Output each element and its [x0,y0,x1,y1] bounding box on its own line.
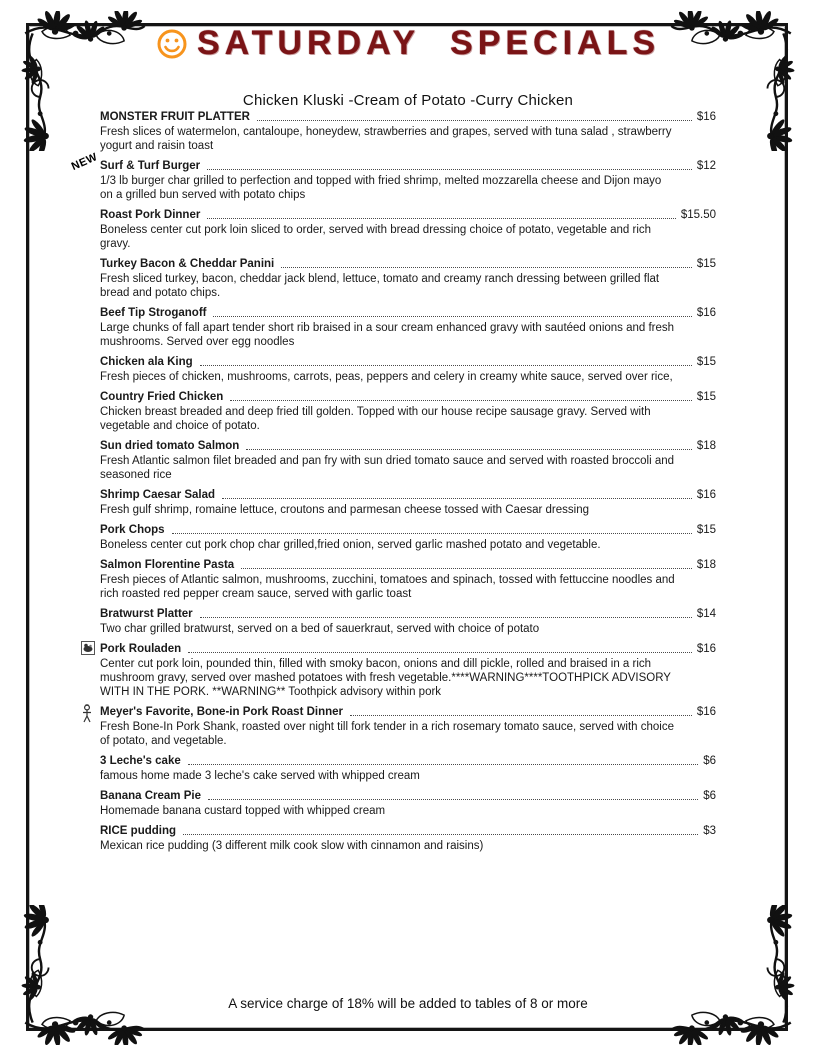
leader-dots [200,365,692,366]
item-description: famous home made 3 leche's cake served with whipped cream [100,770,420,782]
leader-dots [183,834,698,835]
item-name: Surf & Turf Burger [100,160,201,172]
menu-item [100,488,716,517]
item-price: $16 [696,706,716,718]
item-price: $15 [696,524,716,536]
item-description: Two char grilled bratwurst, served on a bed of sauerkraut, served with choice of potato [100,623,540,635]
menu-item [100,390,716,433]
leader-dots [241,568,692,569]
menu-item [100,523,716,552]
menu-item [100,208,716,251]
leader-dots [188,652,692,653]
item-description: Fresh pieces of Atlantic salmon, mushrooms, zucchini, tomatoes and spinach, tossed with fettuccine noodles and rich roasted red pepper cream sauce, served with garlic toast [100,574,675,600]
item-price: $16 [696,643,716,655]
menu-item [100,306,716,349]
item-name: Banana Cream Pie [100,790,201,802]
item-description: 1/3 lb burger char grilled to perfection and topped with fried shrimp, melted mozzarella cheese and Dijon mayo on a grilled bun served with potato chips [100,175,662,201]
leader-dots [207,169,692,170]
item-name: Salmon Florentine Pasta [100,559,235,571]
item-price: $18 [696,440,716,452]
item-description: Fresh gulf shrimp, romaine lettuce, croutons and parmesan cheese tossed with Caesar dressing [100,504,589,516]
item-price: $16 [696,111,716,123]
item-description: Boneless center cut pork loin sliced to order, served with bread dressing choice of potato, vegetable and rich gravy. [100,224,652,250]
leader-dots [222,498,692,499]
new-badge: NEW [69,150,100,174]
leader-dots [208,799,698,800]
item-description: Fresh Atlantic salmon filet breaded and pan fry with sun dried tomato sauce and served with roasted broccoli and seasoned rice [100,455,675,481]
item-name: 3 Leche's cake [100,755,181,767]
menu-header [0,24,816,65]
item-name: Turkey Bacon & Cheddar Panini [100,258,275,270]
item-price: $6 [703,755,716,767]
leader-dots [172,533,692,534]
menu-item [100,607,716,636]
menu-item [100,355,716,384]
pork-rouladen-clipart-icon [81,641,95,659]
menu-item [100,789,716,818]
item-price: $6 [703,790,716,802]
menu-list [69,110,716,859]
item-price: $15 [696,258,716,270]
item-price: $16 [696,307,716,319]
leader-dots [350,715,692,716]
item-name: Beef Tip Stroganoff [100,307,207,319]
item-description: Fresh sliced turkey, bacon, cheddar jack blend, lettuce, tomato and creamy ranch dressing between grilled flat bread and potato chips. [100,273,660,299]
leader-dots [246,449,692,450]
corner-ornament-bottom-left [14,905,154,1045]
item-price: $12 [696,160,716,172]
page-title: SATURDAY SPECIALS [196,24,661,62]
chef-figure-icon [81,704,93,727]
menu-subtitle: Chicken Kluski -Cream of Potato -Curry Chicken [242,92,574,109]
item-price: $15 [696,356,716,368]
leader-dots [200,617,692,618]
item-price: $16 [696,489,716,501]
item-name: Shrimp Caesar Salad [100,489,216,501]
item-name: Sun dried tomato Salmon [100,440,240,452]
leader-dots [213,316,691,317]
leader-dots [230,400,691,401]
item-name: Country Fried Chicken [100,391,224,403]
item-name: Pork Rouladen [100,643,182,655]
item-name: Roast Pork Dinner [100,209,201,221]
menu-item [100,754,716,783]
item-price: $15 [696,391,716,403]
item-name: Chicken ala King [100,356,193,368]
menu-item [100,439,716,482]
item-price: $3 [703,825,716,837]
item-name: Meyer's Favorite, Bone-in Pork Roast Dinner [100,706,344,718]
menu-item [100,824,716,853]
menu-item [100,110,716,153]
leader-dots [188,764,698,765]
item-price: $18 [696,559,716,571]
leader-dots [207,218,675,219]
item-price: $14 [696,608,716,620]
item-description: Fresh pieces of chicken, mushrooms, carrots, peas, peppers and celery in creamy white sauce, served over rice, [100,371,673,383]
smiley-face-icon [156,28,188,65]
menu-item [100,257,716,300]
item-name: Bratwurst Platter [100,608,193,620]
item-description: Fresh Bone-In Pork Shank, roasted over night till fork tender in a rich rosemary tomato sauce, served with choice of potato, and vegetable. [100,721,674,747]
item-description: Fresh slices of watermelon, cantaloupe, honeydew, strawberries and grapes, served with tuna salad , strawberry yogurt and raisin toast [100,126,672,152]
leader-dots [281,267,692,268]
service-charge-note: A service charge of 18% will be added to tables of 8 or more [228,996,588,1011]
item-name: MONSTER FRUIT PLATTER [100,111,250,123]
menu-item [100,642,716,699]
item-description: Boneless center cut pork chop char grilled,fried onion, served garlic mashed potato and vegetable. [100,539,601,551]
item-description: Center cut pork loin, pounded thin, filled with smoky bacon, onions and dill pickle, rolled and braised in a rich mushroom gravy, served over mashed potatoes with fresh vegetable.****WARNING****TOOTHPICK ADVISORY WITH IN THE PORK. **WARNING** Toothpick advisory within pork [100,658,671,698]
item-name: Pork Chops [100,524,165,536]
item-price: $15.50 [680,209,716,221]
item-name: RICE pudding [100,825,177,837]
item-description: Chicken breast breaded and deep fried till golden. Topped with our house recipe sausage gravy. Served with vegetable and choice of potato. [100,406,651,432]
corner-ornament-bottom-right [662,905,802,1045]
leader-dots [257,120,692,121]
menu-item [100,705,716,748]
item-description: Large chunks of fall apart tender short rib braised in a sour cream enhanced gravy with sautéed onions and fresh mushrooms. Served over egg noodles [100,322,675,348]
item-description: Mexican rice pudding (3 different milk cook slow with cinnamon and raisins) [100,840,484,852]
item-description: Homemade banana custard topped with whipped cream [100,805,386,817]
menu-item [100,558,716,601]
menu-item [69,150,716,202]
